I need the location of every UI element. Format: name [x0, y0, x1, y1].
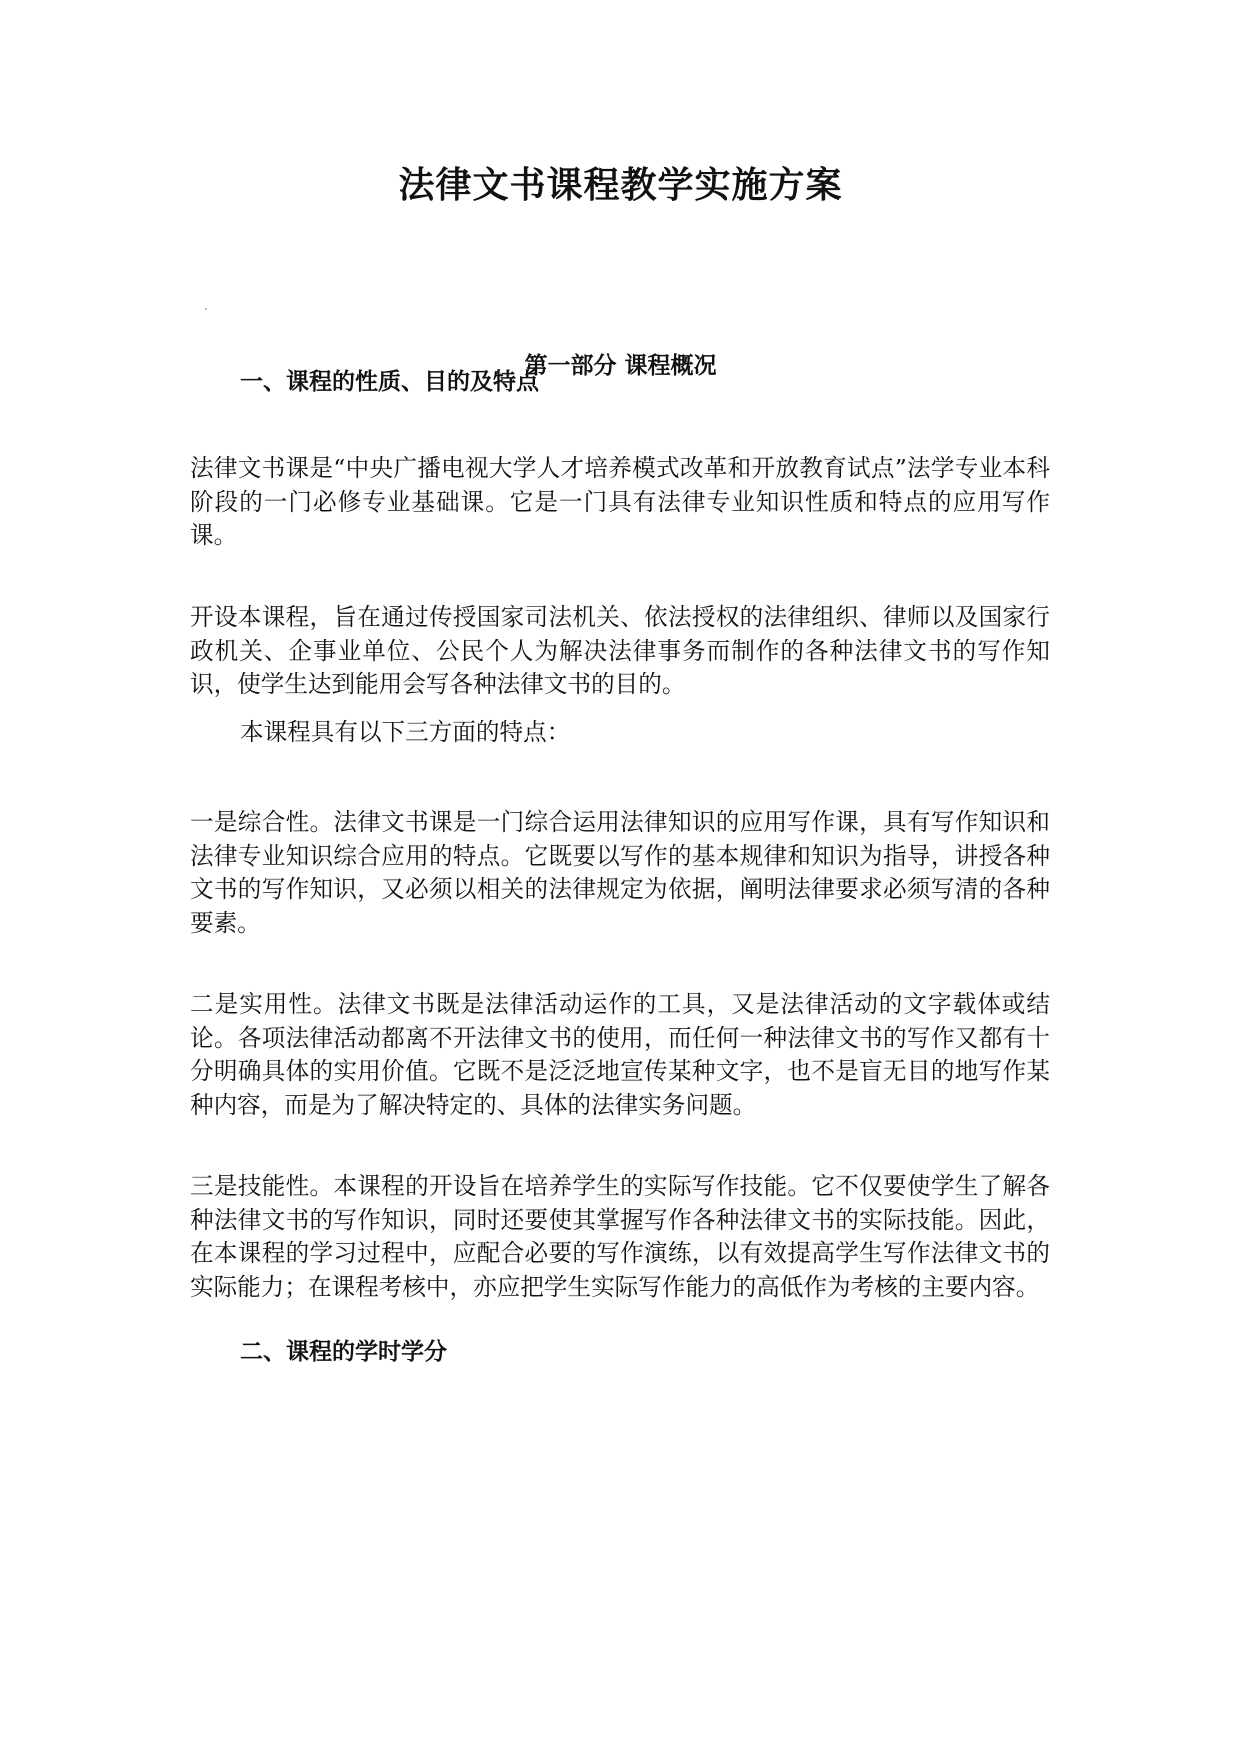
scan-speck: [205, 308, 207, 310]
paragraph-course-purpose: 开设本课程，旨在通过传授国家司法机关、依法授权的法律组织、律师以及国家行政机关、企事业单位、公民个人为解决法律事务而制作的各种法律文书的写作知识，使学生达到能用会写各种法律文书的目的。: [190, 603, 1050, 698]
paragraph-feature-practical: 二是实用性。法律文书既是法律活动运作的工具，又是法律活动的文字载体或结论。各项法律活动都离不开法律文书的使用，而任何一种法律文书的写作又都有十分明确具体的实用价值。它既不是泛泛地宣传某种文字，也不是盲无目的地写作某种内容，而是为了解决特定的、具体的法律实务问题。: [190, 990, 1050, 1119]
section-heading-1: 一、课程的性质、目的及特点: [240, 368, 539, 395]
part-heading: 第一部分 课程概况: [524, 352, 717, 379]
paragraph-feature-comprehensive: 一是综合性。法律文书课是一门综合运用法律知识的应用写作课，具有写作知识和法律专业知识综合应用的特点。它既要以写作的基本规律和知识为指导，讲授各种文书的写作知识，又必须以相关的法律规定为依据，阐明法律要求必须写清的各种要素。: [190, 808, 1050, 937]
document-title: 法律文书课程教学实施方案: [398, 164, 843, 206]
paragraph-feature-skill: 三是技能性。本课程的开设旨在培养学生的实际写作技能。它不仅要使学生了解各种法律文书的写作知识，同时还要使其掌握写作各种法律文书的实际技能。因此，在本课程的学习过程中，应配合必要的写作演练，以有效提高学生写作法律文书的实际能力；在课程考核中，亦应把学生实际写作能力的高低作为考核的主要内容。: [190, 1172, 1050, 1301]
paragraph-features-intro: 本课程具有以下三方面的特点：: [240, 718, 571, 746]
paragraph-course-nature: 法律文书课是“中央广播电视大学人才培养模式改革和开放教育试点”法学专业本科阶段的一门必修专业基础课。它是一门具有法律专业知识性质和特点的应用写作课。: [190, 454, 1050, 549]
section-heading-2: 二、课程的学时学分: [240, 1338, 447, 1365]
